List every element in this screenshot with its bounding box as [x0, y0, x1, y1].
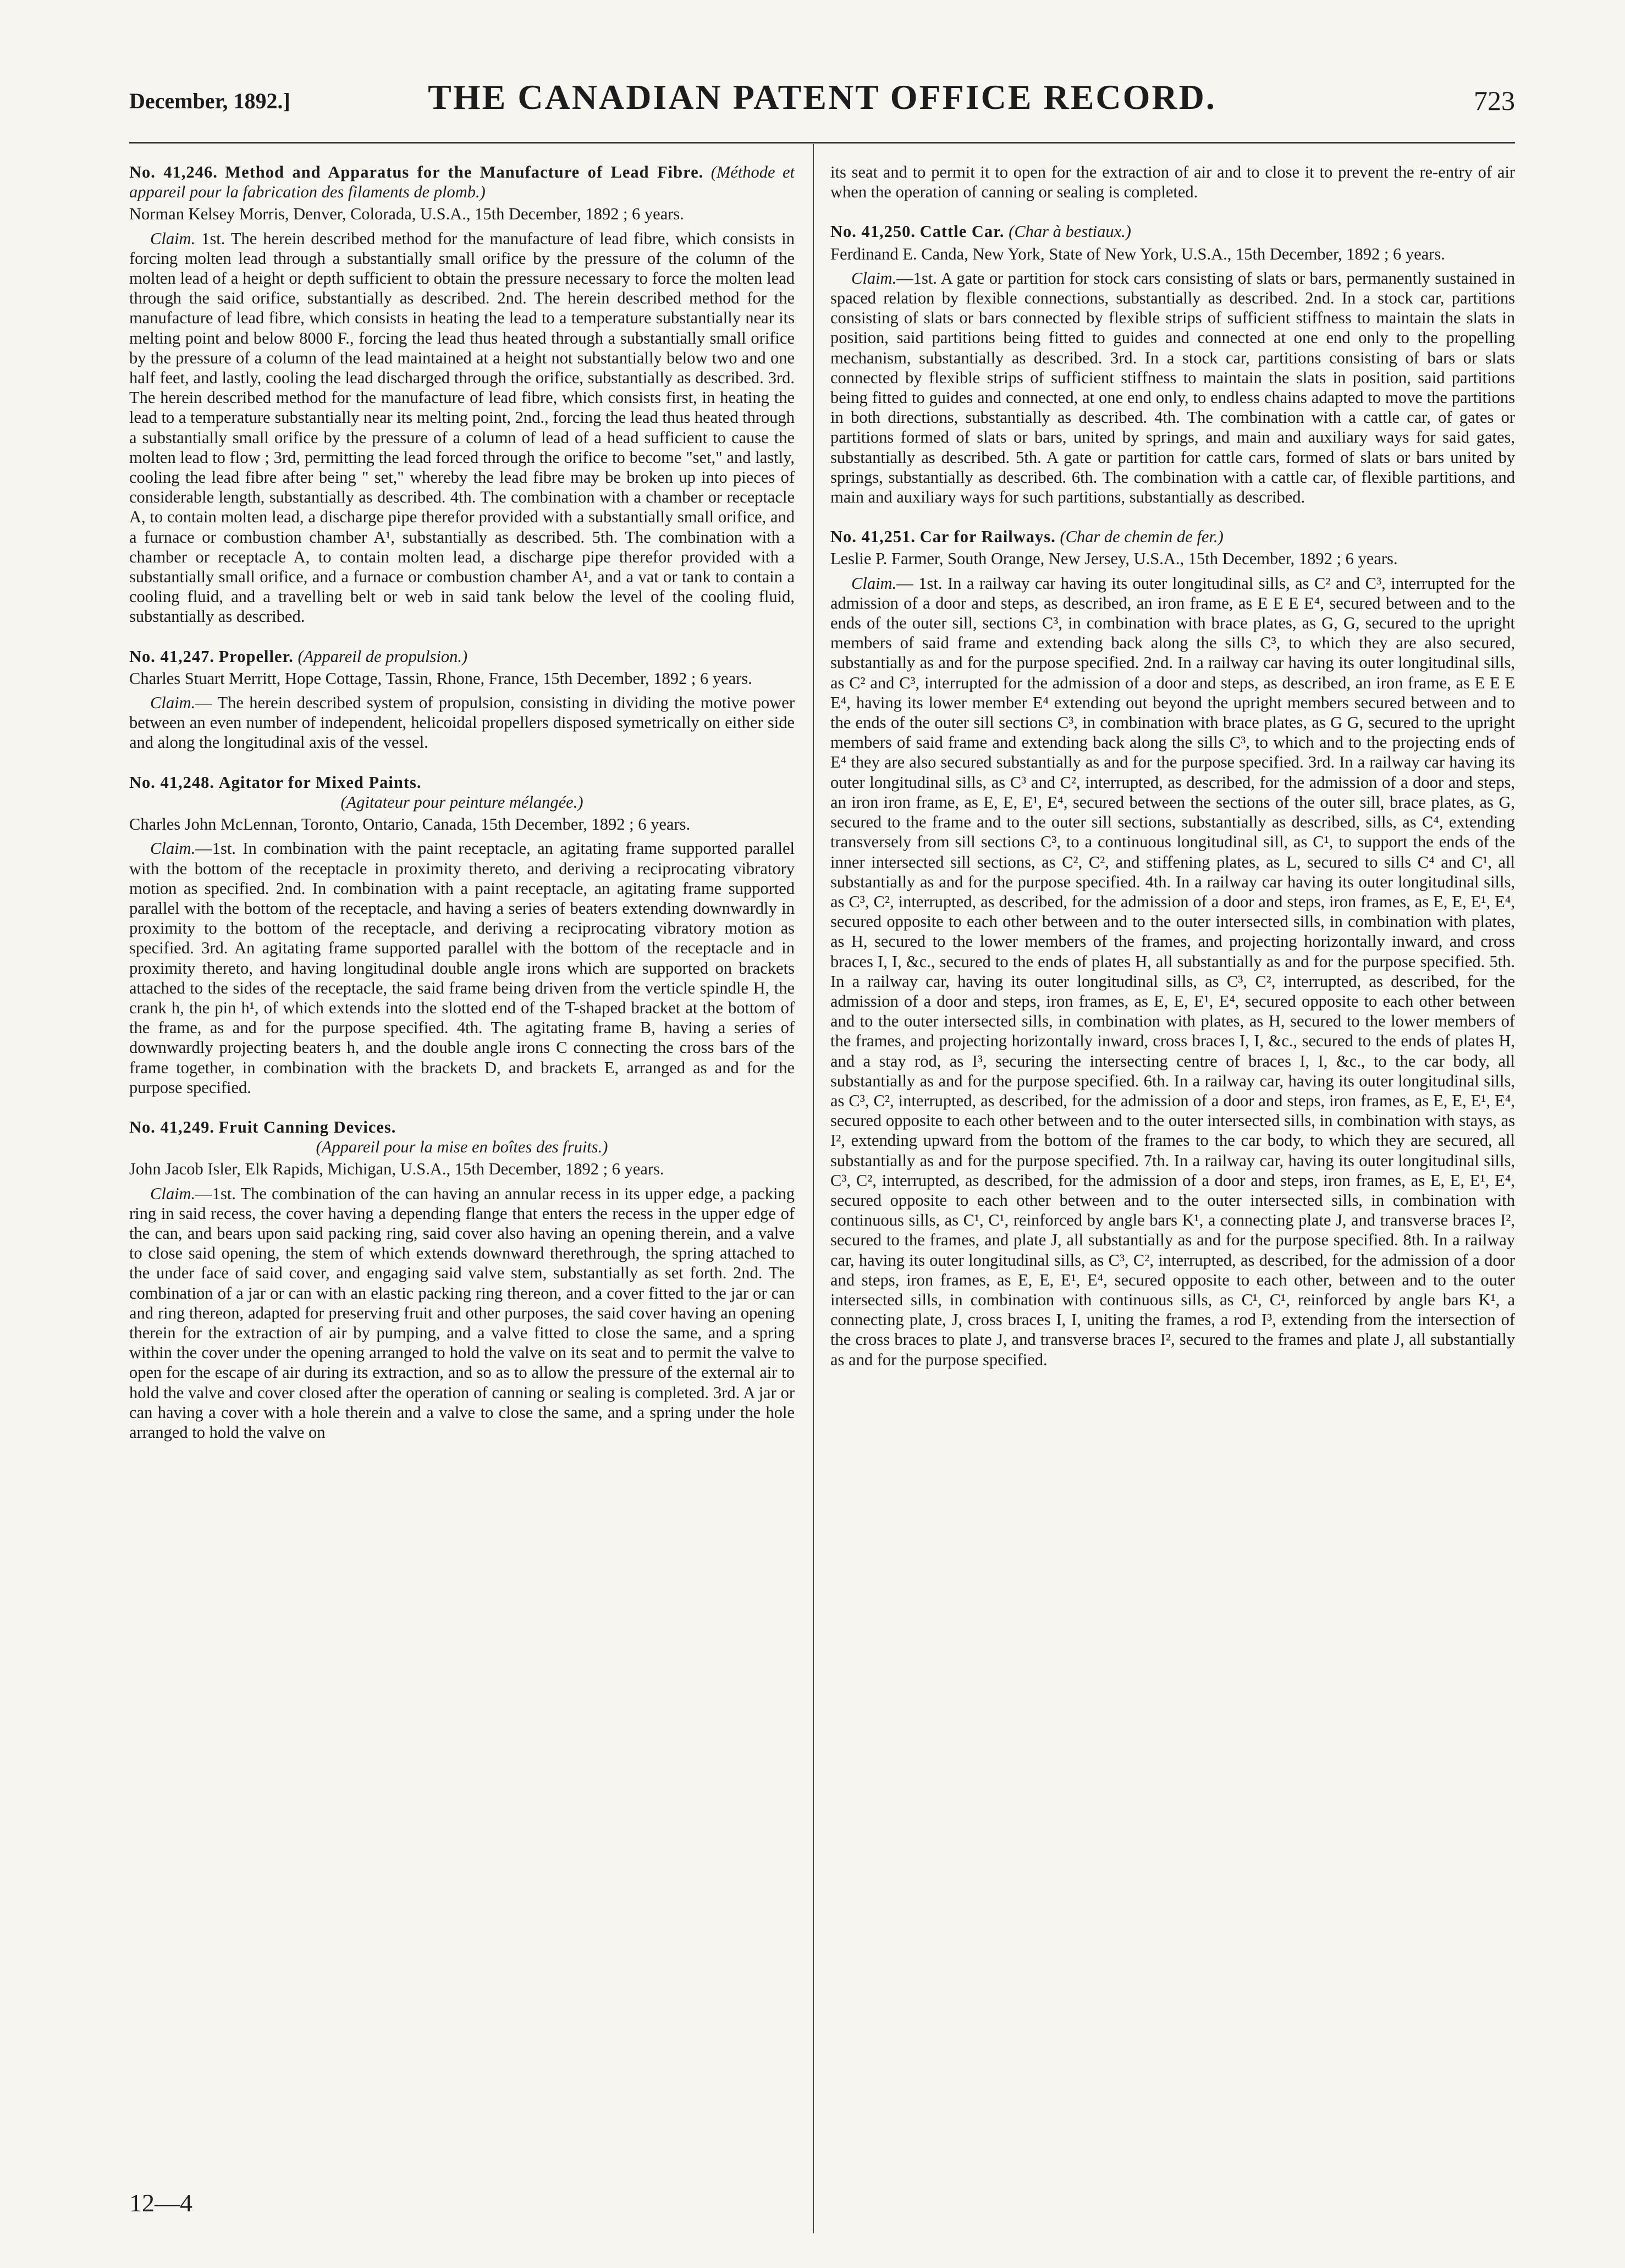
patent-title-fr: (Appareil pour la mise en boîtes des fruits.) [316, 1138, 608, 1157]
entry-heading [129, 1117, 795, 1137]
claim-body: —1st. The combination of the can having an annular recess in its upper edge, a packing ring in said recess, the cover having a depending flange that enters the recess in the upper edge of the can, and bears upon said packing ring, said cover also having an opening therein, and a valve to close said opening, the stem of which extends downward therethrough, the spring attached to the under face of said cover, and engaging said valve stem, substantially as set forth. 2nd. The combination of a jar or can with an elastic packing ring thereon, and a cover fitted to the jar or can and ring thereon, adapted for preserving fruit and other purposes, the said cover having an opening therein for the extraction of air by pumping, and a valve fitted to close the same, and a spring within the cover under the opening arranged to hold the valve on its seat and to permit the valve to open for the escape of air during its extraction, and so as to allow the pressure of the external air to hold the valve and cover closed after the operation of canning or sealing is completed. 3rd. A jar or can having a cover with a hole therein and a valve to close the same, and a spring under the hole arranged to hold the valve on [129, 1184, 795, 1442]
entry-heading [129, 772, 795, 792]
patent-title-fr: (Agitateur pour peinture mélangée.) [340, 792, 583, 812]
left-column [129, 162, 795, 1462]
page-header [129, 77, 1515, 126]
entry-heading [129, 647, 795, 666]
patent-title-fr: (Méthode et appareil pour la fabrication des filaments de plomb.) [129, 163, 795, 202]
page-number: 723 [1474, 85, 1515, 116]
claim-text [830, 268, 1515, 507]
claim-body: 1st. The herein described method for the manufacture of lead fibre, which consists in forcing molten lead through a substantially small orifice by the pressure of the column of the molten lead of a height or depth sufficient to obtain the pressure necessary to force the molten lead through the said orifice, substantially as described. 2nd. The herein described method for the manufacture of lead fibre, which consists in heating the lead to a temperature substantially near its melting point and below 8000 F., forcing the lead thus heated through a substantially small orifice by the pressure of a column of the lead maintained at a height not substantially below two and one half feet, and lastly, cooling the lead discharged through the orifice, substantially as described. 3rd. The herein described method for the manufacture of lead fibre, which consists first, in heating the lead to a temperature substantially near its melting point, 2nd., forcing the lead thus heated through a substantially small orifice by the pressure of a column of lead of a head sufficient to cause the molten lead to flow ; 3rd, permitting the lead forced through the orifice to become "set," and lastly, cooling the lead fibre after being " set," whereby the lead fibre may be broken up into pieces of considerable length, substantially as described. 4th. The combination with a chamber or receptacle A, to contain molten lead, a discharge pipe therefor provided with a substantially small orifice, and a furnace or combustion chamber A¹, substantially as described. 5th. The combination with a chamber or receptacle A, to contain molten lead, a discharge pipe therefor provided with a substantially small orifice, and a furnace or combustion chamber A¹, and a vat or tank to contain a cooling fluid, and a travelling belt or web in said tank below the level of the cooling fluid, substantially as described. [129, 229, 795, 626]
patent-number: No. 41,250. [830, 222, 916, 241]
inventor-line: Norman Kelsey Morris, Denver, Colorada, U.S.A., 15th December, 1892 ; 6 years. [129, 205, 684, 224]
claim-body: —1st. In combination with the paint receptacle, an agitating frame supported parallel with the bottom of the receptacle in proximity thereto, and deriving a reciprocating vibratory motion as specified. 2nd. In combination with a paint receptacle, an agitating frame supported parallel with the bottom of the receptacle, and having a series of beaters extending downwardly in proximity to the bottom of the receptacle, and deriving a reciprocating vibratory motion as specified. 3rd. An agitating frame supported parallel with the bottom of the receptacle and in proximity thereto, and having longitudinal double angle irons which are supported on brackets attached to the sides of the receptacle, the said frame being driven from the verticle spindle H, the crank h, the pin h¹, of which extends into the slotted end of the T-shaped bracket at the bottom of the frame, as and for the purpose specified. 4th. The agitating frame B, having a series of downwardly projecting beaters h, and the double angle irons C connecting the cross bars of the frame together, in combination with the brackets D, and brackets E, arranged as and for the purpose specified. [129, 839, 795, 1097]
issue-date: December, 1892.] [129, 89, 290, 113]
patent-entry [830, 222, 1515, 507]
patent-entry [129, 647, 795, 753]
patent-number: No. 41,251. [830, 527, 916, 547]
patent-entry [830, 527, 1515, 1370]
claim-label: Claim. [150, 1184, 196, 1203]
patent-number: No. 41,246. [129, 163, 218, 181]
patent-entry [129, 162, 795, 627]
patent-number: No. 41,248. [129, 772, 215, 792]
patent-title: Propeller. [218, 647, 294, 666]
claim-label: Claim. [150, 229, 196, 248]
entry-heading [830, 527, 1515, 547]
claim-text [129, 229, 795, 627]
signature-mark: 12—4 [129, 2189, 192, 2217]
header-rule [129, 142, 1515, 144]
claim-label: Claim. [150, 839, 196, 858]
claim-body: —1st. A gate or partition for stock cars consisting of slats or bars, permanently sustained in spaced relation by flexible connections, substantially as described. 2nd. In a stock car, partitions consisting of slats or bars connected by flexible strips of sufficient stiffness to maintain the slats in position, said partitions being fitted to guides and connected at one end only to the propelling mechanism, substantially as described. 3rd. In a stock car, partitions consisting of bars or slats connected by flexible strips of sufficient stiffness to maintain the slats in position, said partitions being fitted to guides and connected, at one end only, to endless chains adapted to move the partitions in both directions, substantially as described. 4th. The combination with a cattle car, of gates or partitions formed of slats or bars, united by springs, and main and auxiliary ways for said gates, substantially as described. 5th. A gate or partition for cattle cars, formed of slats or bars united by springs, substantially as described. 6th. The combination with a cattle car, of flexible partitions, and main and auxiliary ways for such partitions, substantially as described. [830, 268, 1515, 507]
claim-body: — 1st. In a railway car having its outer longitudinal sills, as C² and C³, interrupted for the admission of a door and steps, as described, an iron frame, as E E E E⁴, secured between and to the ends of the outer sill, sections C³, in combination with brace plates, as G, G, secured to the upright members of said frame and extending back along the sills C³, to which they are also secured, substantially as and for the purpose specified. 2nd. In a railway car having its outer longitudinal sills, as C² and C³, interrupted for the admission of a door and steps, as described, an iron frame, as E E E E⁴, having its lower member E⁴ extending out beyond the upright members secured between and to the ends of the outer sill sections C³, in combination with brace plates, as G G, secured to the upright members of said frame and extending back along the sills C³, to which and to the projecting ends of E⁴ they are also secured substantially as and for the purpose specified. 3rd. In a railway car having its outer longitudinal sills, as C³ and C², interrupted, as described, for the admission of a door and steps, an iron iron frame, as E, E, E¹, E⁴, secured between the sections of the outer sill, brace plates, as G, secured to the frame and to the outer sill sections, substantially as described, sills, as C⁴, extending transversely from sill sections C³, to a continuous longitudinal sill, as C¹, to support the ends of the inner intersected sill sections, as C², C², and stiffening plates, as L, secured to sills C⁴ and C¹, all substantially as and for the purpose specified. 4th. In a railway car having its outer longitudinal sills, as C³, C², interrupted, as described, for the admission of a door and steps, iron frames, as E, E, E¹, E⁴, secured opposite to each other between and to the outer intersected sills, in combination with plates, as H, secured to the lower members of the frames, and projecting horizontally inward, and cross braces I, I, &c., secured to the ends of plates H, all substantially as and for the purpose specified. 5th. In a railway car, having its outer longitudinal sills, as C³, C², interrupted, as described, for the admission of a door and steps, iron frames, as E, E, E¹, E⁴, secured opposite to each other between and to the outer intersected sills, in combination with plates, as H, secured to the lower members of the frames, and projecting horizontally inward, cross braces I, I, &c., secured to the ends of plates H, and a stay rod, as I³, securing the intersecting centre of braces I, I, &c., to the car body, all substantially as and for the purpose specified. 6th. In a railway car, having its outer longitudinal sills, as C³, C², interrupted, as described, for the admission of a door and steps, iron frames, as E, E, E¹, E⁴, secured opposite to each other between and to the outer intersected sills, in combination with stays, as I², extending upward from the bottom of the frames to the car body, to which they are secured, all substantially as and for the purpose specified. 7th. In a railway car, having its outer longitudinal sills, C³, C², interrupted, as described, for the admission of a door and steps, iron frames, as E, E, E¹, E⁴, secured opposite to each other between and to the outer intersected sills, in combination with continuous sills, as C¹, C¹, reinforced by angle bars K¹, a connecting plate J, and transverse braces I², secured to the frames, and plate J, all substantially as and for the purpose specified. 8th. In a railway car, having its outer longitudinal sills, as C³, C², interrupted, as described, for the admission of a door and steps, iron frames, as E, E, E¹, E⁴, secured opposite to each other, between and to the outer intersected sills, in combination with continuous sills, as C¹, C¹, reinforced by angle bars K¹, a connecting plate, J, cross braces I, I, uniting the frames, a rod I³, extending from the intersection of the cross braces to plate J, and transverse braces I², secured to the frames and plate J, all substantially as and for the purpose specified. [830, 573, 1515, 1369]
patent-title: Fruit Canning Devices. [218, 1117, 396, 1136]
patent-title-fr: (Appareil de propulsion.) [298, 647, 468, 666]
patent-title: Agitator for Mixed Paints. [218, 772, 422, 792]
patent-title: Cattle Car. [919, 222, 1005, 241]
inventor-line: Charles Stuart Merritt, Hope Cottage, Tassin, Rhone, France, 15th December, 1892 ; 6 years. [129, 669, 752, 688]
entry-heading [830, 222, 1515, 241]
patent-entry [129, 772, 795, 1097]
entry-heading [129, 162, 795, 202]
claim-body: — The herein described system of propulsion, consisting in dividing the motive power between an even number of independent, helicoidal propellers disposed symetrically on either side and along the longitudinal axis of the vessel. [129, 693, 795, 752]
patent-title: Car for Railways. [919, 527, 1056, 547]
patent-title-fr: (Char à bestiaux.) [1009, 222, 1131, 241]
patent-title-fr: (Char de chemin de fer.) [1060, 527, 1224, 547]
column-divider [813, 144, 814, 2233]
right-column [830, 162, 1515, 1389]
patent-number: No. 41,249. [129, 1117, 215, 1136]
claim-text [830, 573, 1515, 1370]
publication-title: THE CANADIAN PATENT OFFICE RECORD. [428, 78, 1216, 117]
inventor-line: Charles John McLennan, Toronto, Ontario, Canada, 15th December, 1892 ; 6 years. [129, 815, 691, 834]
claim-label: Claim. [150, 693, 196, 713]
inventor-line: Ferdinand E. Canda, New York, State of New York, U.S.A., 15th December, 1892 ; 6 years. [830, 244, 1445, 263]
inventor-line: Leslie P. Farmer, South Orange, New Jersey, U.S.A., 15th December, 1892 ; 6 years. [830, 549, 1398, 569]
continued-claim: its seat and to permit it to open for the extraction of air and to close it to prevent the re-entry of air when the operation of canning or sealing is completed. [830, 163, 1515, 202]
patent-entry [129, 1117, 795, 1442]
claim-text [129, 1184, 795, 1443]
claim-label: Claim. [851, 268, 897, 288]
claim-text [129, 693, 795, 753]
inventor-line: John Jacob Isler, Elk Rapids, Michigan, U.S.A., 15th December, 1892 ; 6 years. [129, 1160, 664, 1179]
patent-title: Method and Apparatus for the Manufacture of Lead Fibre. [225, 163, 704, 181]
claim-text [129, 838, 795, 1097]
claim-label: Claim. [851, 573, 897, 593]
patent-number: No. 41,247. [129, 647, 215, 666]
